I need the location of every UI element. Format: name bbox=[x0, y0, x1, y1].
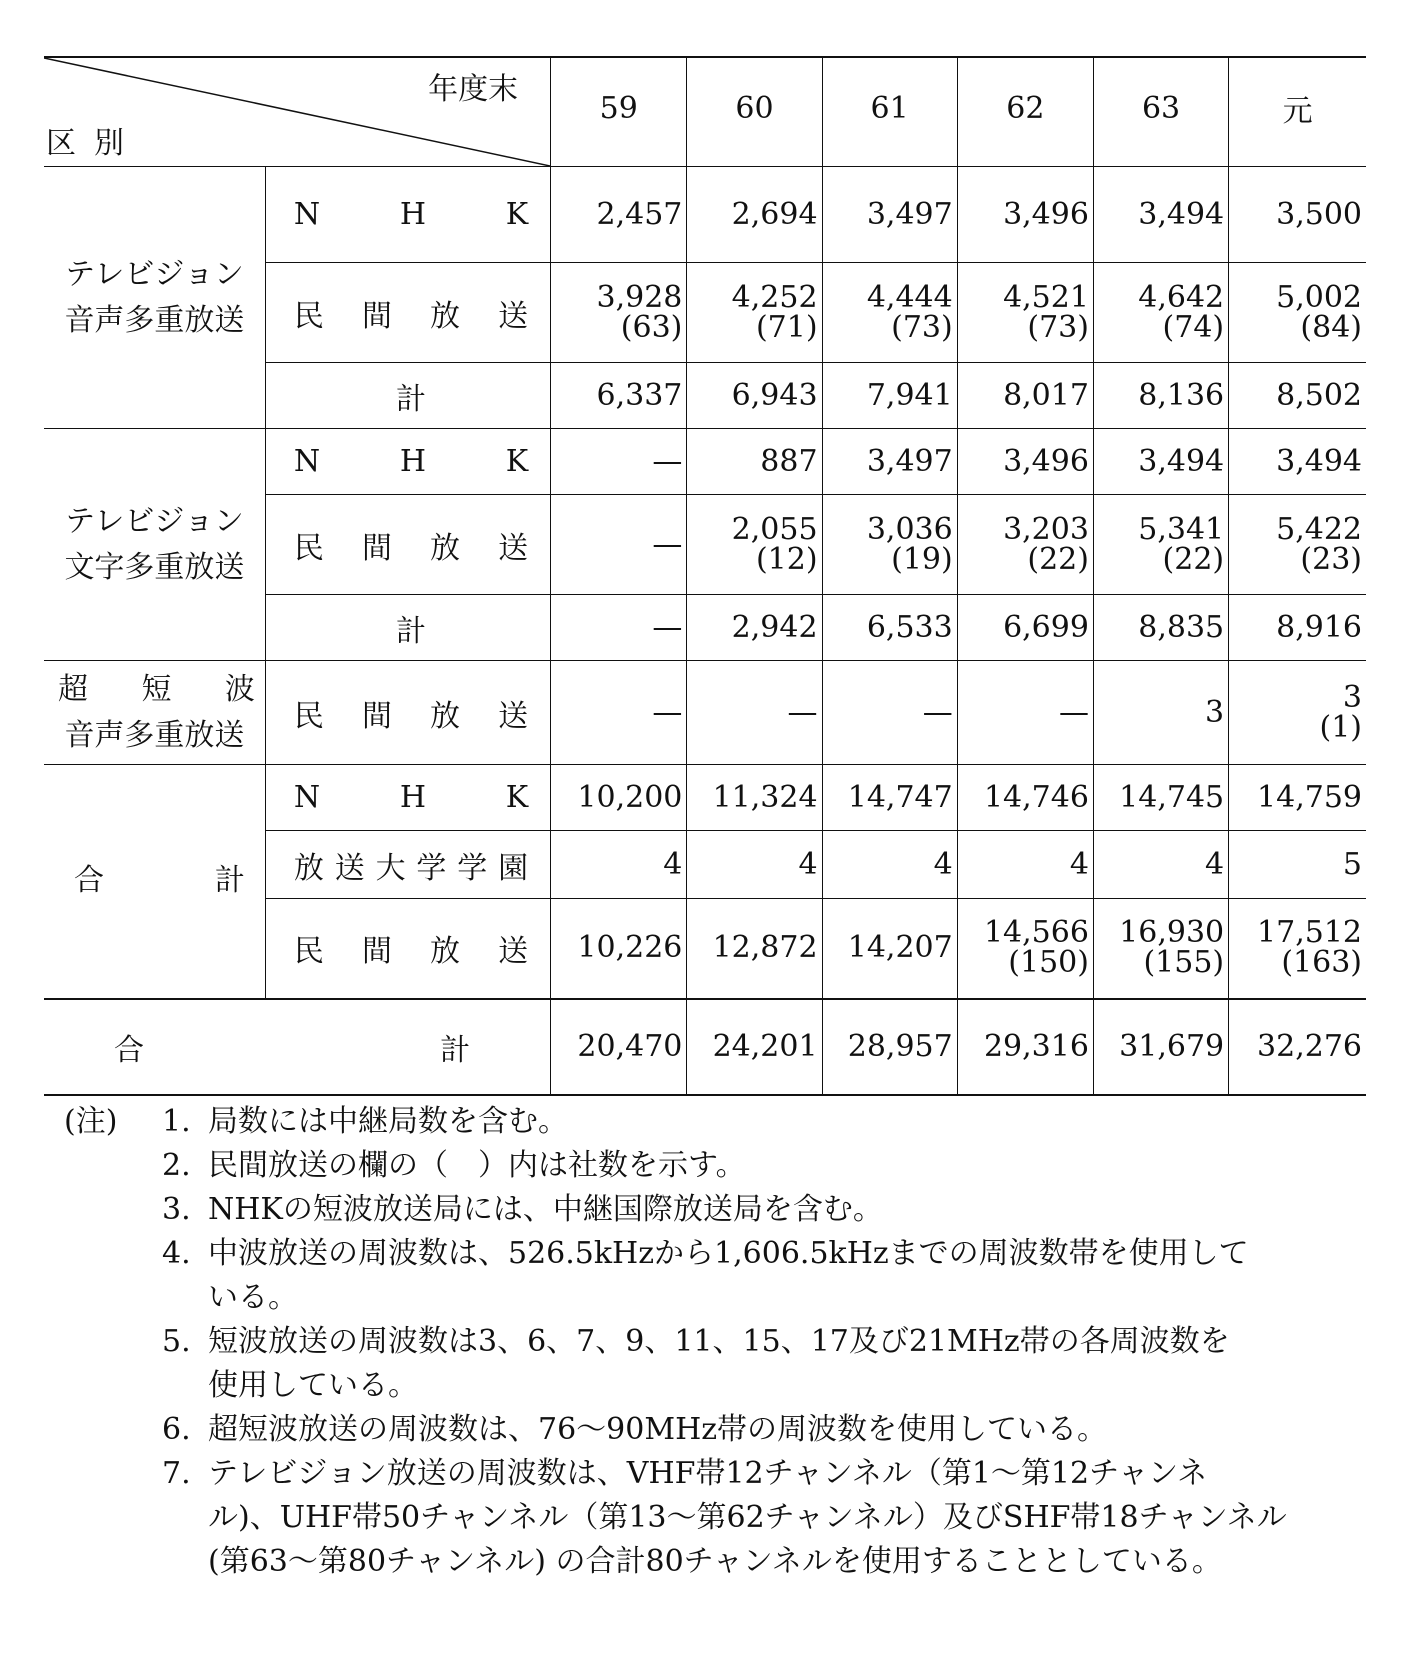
value: 8,916 bbox=[1276, 609, 1362, 645]
table-row bbox=[44, 661, 1366, 765]
company-count: (22) bbox=[1162, 541, 1225, 577]
note-number: 6. bbox=[162, 1412, 191, 1447]
group-label-line: テレビジョン bbox=[65, 256, 244, 292]
value-cell bbox=[1229, 263, 1366, 363]
value-cell bbox=[957, 363, 1093, 429]
value-cell bbox=[1093, 831, 1228, 899]
value: 8,017 bbox=[1003, 377, 1089, 413]
value: 6,699 bbox=[1003, 609, 1089, 645]
note-text: 超短波放送の周波数は、76～90MHz帯の周波数を使用している。 bbox=[208, 1412, 1108, 1447]
value: 17,512 bbox=[1257, 915, 1362, 951]
company-count: (12) bbox=[755, 541, 818, 577]
value: 4 bbox=[798, 846, 818, 882]
group-label-line: テレビジョン bbox=[65, 503, 244, 539]
value: 14,747 bbox=[847, 779, 953, 815]
notes-section bbox=[64, 1100, 1364, 1584]
value: 24,201 bbox=[712, 1028, 818, 1064]
label-char: 計 bbox=[214, 863, 245, 899]
value: 10,200 bbox=[577, 779, 683, 815]
label-char: 短 bbox=[141, 671, 172, 707]
value: 14,566 bbox=[983, 915, 1089, 951]
year-header: 元 bbox=[1229, 57, 1366, 167]
value-cell bbox=[687, 661, 822, 765]
row-label bbox=[294, 691, 528, 735]
value-cell bbox=[957, 495, 1093, 595]
label-char: 民 bbox=[293, 530, 324, 566]
label-char: K bbox=[505, 197, 529, 232]
value-cell bbox=[1229, 363, 1366, 429]
note-text: (第63～第80チャンネル) の合計80チャンネルを使用することとしている。 bbox=[208, 1544, 1222, 1579]
value: 3,036 bbox=[866, 511, 953, 547]
value-cell bbox=[1229, 661, 1366, 765]
row-label bbox=[294, 780, 528, 815]
label-char: 間 bbox=[361, 934, 392, 970]
label-char: N bbox=[293, 197, 321, 232]
group-label bbox=[44, 429, 265, 661]
note-mark bbox=[64, 1452, 162, 1496]
label-char: K bbox=[505, 780, 529, 815]
value-cell bbox=[1229, 167, 1366, 263]
note-line bbox=[64, 1496, 1364, 1540]
value-cell bbox=[551, 831, 687, 899]
row-label bbox=[294, 291, 528, 335]
year-header: 61 bbox=[822, 57, 957, 167]
value: 4 bbox=[933, 846, 953, 882]
value: — bbox=[652, 526, 683, 562]
group-label-line: 音声多重放送 bbox=[64, 302, 245, 338]
value-cell bbox=[687, 363, 822, 429]
corner-label-fiscal-year-end: 年度末 bbox=[428, 72, 519, 107]
value: 14,745 bbox=[1119, 779, 1225, 815]
label-char: 放 bbox=[430, 298, 461, 334]
value: — bbox=[652, 609, 683, 645]
company-count: (23) bbox=[1300, 541, 1362, 577]
value: 3,494 bbox=[1138, 196, 1225, 232]
label-char: 間 bbox=[361, 530, 392, 566]
label-char: H bbox=[399, 444, 427, 479]
label-char: 放 bbox=[430, 934, 461, 970]
value-cell bbox=[822, 167, 957, 263]
value: 2,942 bbox=[731, 609, 818, 645]
value: — bbox=[652, 694, 683, 730]
value-cell bbox=[687, 429, 822, 495]
note-text: ル)、UHF帯50チャンネル（第13～第62チャンネル）及びSHF帯18チャンネル bbox=[208, 1500, 1287, 1535]
value-cell bbox=[551, 661, 687, 765]
value: 3,494 bbox=[1276, 443, 1362, 479]
group-label-line bbox=[44, 858, 265, 904]
value: 4,642 bbox=[1138, 279, 1225, 315]
note-text: 短波放送の周波数は3、6、7、9、11、15、17及び21MHz帯の各周波数を bbox=[208, 1324, 1230, 1359]
value-cell bbox=[822, 495, 957, 595]
label-char: 超 bbox=[58, 671, 88, 707]
value: 2,055 bbox=[731, 511, 818, 547]
value-cell bbox=[551, 765, 687, 831]
value: 4,521 bbox=[1003, 279, 1089, 315]
group-label bbox=[44, 765, 265, 999]
label-char: 学 bbox=[457, 850, 488, 886]
value-cell bbox=[1229, 831, 1366, 899]
label-char: 計 bbox=[440, 1032, 471, 1068]
table-row bbox=[44, 167, 1366, 263]
value: 3,500 bbox=[1276, 196, 1362, 232]
value-cell bbox=[687, 765, 822, 831]
note-number: 2. bbox=[162, 1148, 191, 1183]
value-cell bbox=[551, 429, 687, 495]
value-cell bbox=[1093, 765, 1228, 831]
value-cell bbox=[1093, 167, 1228, 263]
value-cell bbox=[957, 831, 1093, 899]
value-cell bbox=[1093, 429, 1228, 495]
value: 4,252 bbox=[731, 279, 818, 315]
note-text: いる。 bbox=[208, 1280, 298, 1315]
label-char: H bbox=[399, 780, 427, 815]
label-char: 学 bbox=[416, 850, 447, 886]
note-mark bbox=[64, 1320, 162, 1364]
label-char: 園 bbox=[498, 850, 529, 886]
label-char: 送 bbox=[498, 530, 529, 566]
label-char: 民 bbox=[293, 698, 324, 734]
note-text: 局数には中継局数を含む。 bbox=[208, 1104, 568, 1139]
row-label-cell bbox=[265, 765, 550, 831]
value: — bbox=[652, 443, 683, 479]
value: 4,444 bbox=[866, 279, 953, 315]
value: 16,930 bbox=[1119, 915, 1225, 951]
value: 4 bbox=[663, 846, 683, 882]
row-label-cell bbox=[265, 429, 550, 495]
note-line bbox=[64, 1452, 1364, 1496]
note-line bbox=[64, 1100, 1364, 1144]
row-label-cell bbox=[265, 595, 550, 661]
value: 3 bbox=[1342, 679, 1362, 715]
note-mark bbox=[64, 1364, 162, 1408]
grand-total-label-cell bbox=[44, 999, 551, 1095]
group-label-line: 文字多重放送 bbox=[64, 549, 245, 585]
row-label bbox=[294, 523, 528, 567]
year-header: 62 bbox=[957, 57, 1093, 167]
row-label bbox=[294, 197, 528, 232]
value: 887 bbox=[760, 443, 818, 479]
note-number: 3. bbox=[162, 1192, 191, 1227]
value-cell bbox=[551, 263, 687, 363]
row-label bbox=[294, 444, 528, 479]
note-line bbox=[64, 1276, 1364, 1320]
value: 28,957 bbox=[847, 1028, 953, 1064]
label-char: 民 bbox=[293, 934, 324, 970]
value-cell bbox=[1093, 495, 1228, 595]
label-char: N bbox=[293, 780, 321, 815]
grand-total-value bbox=[822, 999, 957, 1095]
value: — bbox=[1058, 694, 1089, 730]
row-label: 計 bbox=[396, 381, 427, 417]
value: 3,496 bbox=[1003, 196, 1089, 232]
value-cell bbox=[1229, 595, 1366, 661]
value-cell bbox=[687, 167, 822, 263]
note-line bbox=[64, 1540, 1364, 1584]
value-cell bbox=[1093, 661, 1228, 765]
company-count: (74) bbox=[1162, 309, 1225, 345]
value: 7,941 bbox=[866, 377, 953, 413]
label-char: 間 bbox=[361, 698, 392, 734]
value: 3,494 bbox=[1138, 443, 1225, 479]
note-number bbox=[162, 1364, 208, 1408]
value: 6,533 bbox=[866, 609, 953, 645]
value-cell bbox=[551, 167, 687, 263]
note-text: NHKの短波放送局には、中継国際放送局を含む。 bbox=[208, 1192, 883, 1227]
label-char: N bbox=[293, 444, 321, 479]
row-label bbox=[294, 926, 528, 970]
value-cell bbox=[822, 595, 957, 661]
value: 5,002 bbox=[1276, 279, 1362, 315]
note-number: 7. bbox=[162, 1456, 191, 1491]
row-label-cell bbox=[265, 899, 550, 999]
label-char: 放 bbox=[430, 698, 461, 734]
value: 20,470 bbox=[577, 1028, 683, 1064]
row-label-cell bbox=[265, 363, 550, 429]
company-count: (71) bbox=[755, 309, 818, 345]
value-cell bbox=[1229, 495, 1366, 595]
note-number bbox=[162, 1276, 208, 1320]
value-cell bbox=[1229, 429, 1366, 495]
group-label-line: 音声多重放送 bbox=[64, 717, 245, 753]
value-cell bbox=[551, 899, 687, 999]
value-cell bbox=[957, 263, 1093, 363]
value-cell bbox=[1229, 899, 1366, 999]
note-mark bbox=[64, 1232, 162, 1276]
note-number: 1. bbox=[162, 1104, 191, 1139]
grand-total-value bbox=[687, 999, 822, 1095]
value-cell bbox=[1093, 899, 1228, 999]
company-count: (19) bbox=[891, 541, 953, 577]
value: 4 bbox=[1069, 846, 1089, 882]
note-mark bbox=[64, 1144, 162, 1188]
value: 5 bbox=[1342, 846, 1362, 882]
note-line bbox=[64, 1320, 1364, 1364]
value-cell bbox=[551, 595, 687, 661]
note-line bbox=[64, 1144, 1364, 1188]
note-mark bbox=[64, 1496, 162, 1540]
value-cell bbox=[822, 899, 957, 999]
value: 32,276 bbox=[1257, 1028, 1362, 1064]
label-char: 民 bbox=[293, 298, 324, 334]
year-header: 59 bbox=[551, 57, 687, 167]
value: 31,679 bbox=[1119, 1028, 1225, 1064]
row-label-cell bbox=[265, 263, 550, 363]
label-char: 送 bbox=[498, 298, 529, 334]
note-text: テレビジョン放送の周波数は、VHF帯12チャンネル（第1～第12チャンネ bbox=[208, 1456, 1208, 1491]
value-cell bbox=[687, 495, 822, 595]
year-header: 63 bbox=[1093, 57, 1228, 167]
company-count: (73) bbox=[1027, 309, 1089, 345]
year-header: 60 bbox=[687, 57, 822, 167]
company-count: (63) bbox=[620, 309, 683, 345]
note-text: 使用している。 bbox=[208, 1368, 418, 1403]
value-cell bbox=[551, 495, 687, 595]
value: — bbox=[787, 694, 818, 730]
grand-total-value bbox=[551, 999, 687, 1095]
value-cell bbox=[1093, 595, 1228, 661]
value-cell bbox=[822, 831, 957, 899]
value: 12,872 bbox=[712, 930, 818, 966]
table-row bbox=[44, 429, 1366, 495]
label-char: 放 bbox=[430, 530, 461, 566]
note-number: 4. bbox=[162, 1236, 191, 1271]
note-line bbox=[64, 1232, 1364, 1276]
label-char: 大 bbox=[375, 850, 406, 886]
grand-total-value bbox=[1229, 999, 1366, 1095]
corner-label-category: 区別 bbox=[46, 126, 142, 161]
group-label bbox=[44, 661, 265, 765]
value: 8,136 bbox=[1138, 377, 1225, 413]
label-char: 合 bbox=[74, 863, 104, 899]
label-char: 送 bbox=[498, 934, 529, 970]
note-mark bbox=[64, 1408, 162, 1452]
note-text: 中波放送の周波数は、526.5kHzから1,606.5kHzまでの周波数帯を使用して bbox=[208, 1236, 1249, 1271]
grand-total-value bbox=[957, 999, 1093, 1095]
value: 6,943 bbox=[731, 377, 818, 413]
row-label-cell bbox=[265, 495, 550, 595]
label-char: 放 bbox=[293, 850, 324, 886]
label-char: 波 bbox=[224, 671, 255, 707]
grand-total-label bbox=[44, 1025, 550, 1069]
value: 2,694 bbox=[731, 196, 818, 232]
value-cell bbox=[957, 167, 1093, 263]
value: 4 bbox=[1205, 846, 1225, 882]
value: 3,497 bbox=[866, 443, 953, 479]
value: 10,226 bbox=[577, 930, 683, 966]
value: 5,422 bbox=[1276, 511, 1362, 547]
broadcast-station-table bbox=[44, 56, 1366, 1096]
value-cell bbox=[822, 765, 957, 831]
note-line bbox=[64, 1408, 1364, 1452]
label-char: K bbox=[505, 444, 529, 479]
value: 3,497 bbox=[866, 196, 953, 232]
value: 29,316 bbox=[983, 1028, 1089, 1064]
value-cell bbox=[957, 595, 1093, 661]
value: 3,928 bbox=[596, 279, 683, 315]
value-cell bbox=[687, 263, 822, 363]
grand-total-value bbox=[1093, 999, 1228, 1095]
value: 8,835 bbox=[1138, 609, 1225, 645]
value: 3,203 bbox=[1003, 511, 1089, 547]
value: 2,457 bbox=[596, 196, 683, 232]
value: 5,341 bbox=[1138, 511, 1225, 547]
value-cell bbox=[957, 429, 1093, 495]
label-char: 送 bbox=[334, 850, 365, 886]
value: 14,207 bbox=[847, 930, 953, 966]
value-cell bbox=[822, 661, 957, 765]
value-cell bbox=[822, 429, 957, 495]
value-cell bbox=[687, 899, 822, 999]
label-char: 合 bbox=[114, 1032, 144, 1068]
value: 11,324 bbox=[712, 779, 818, 815]
company-count: (22) bbox=[1027, 541, 1089, 577]
group-label bbox=[44, 167, 265, 429]
company-count: (155) bbox=[1143, 945, 1225, 981]
value-cell bbox=[957, 661, 1093, 765]
value: 6,337 bbox=[596, 377, 683, 413]
row-label-cell bbox=[265, 831, 550, 899]
value-cell bbox=[957, 765, 1093, 831]
value: 8,502 bbox=[1276, 377, 1362, 413]
note-number bbox=[162, 1496, 208, 1540]
value-cell bbox=[822, 263, 957, 363]
header-row bbox=[44, 57, 1366, 167]
note-mark: (注) bbox=[64, 1104, 118, 1139]
value: 3 bbox=[1205, 694, 1225, 730]
note-mark bbox=[64, 1276, 162, 1320]
value-cell bbox=[957, 899, 1093, 999]
row-label: 計 bbox=[396, 613, 427, 649]
company-count: (150) bbox=[1008, 945, 1089, 981]
row-label bbox=[294, 843, 528, 887]
value-cell bbox=[551, 363, 687, 429]
label-char: 送 bbox=[498, 698, 529, 734]
value: 3,496 bbox=[1003, 443, 1089, 479]
note-mark bbox=[64, 1188, 162, 1232]
value: 14,759 bbox=[1257, 779, 1362, 815]
group-label-line bbox=[44, 667, 265, 713]
value-cell bbox=[687, 831, 822, 899]
company-count: (84) bbox=[1300, 309, 1362, 345]
value-cell bbox=[1229, 765, 1366, 831]
value: 14,746 bbox=[983, 779, 1089, 815]
value-cell bbox=[687, 595, 822, 661]
value-cell bbox=[822, 363, 957, 429]
note-text: 民間放送の欄の（ ）内は社数を示す。 bbox=[208, 1148, 746, 1183]
note-number bbox=[162, 1540, 208, 1584]
note-mark bbox=[64, 1540, 162, 1584]
value-cell bbox=[1093, 263, 1228, 363]
value: — bbox=[922, 694, 953, 730]
company-count: (163) bbox=[1281, 945, 1362, 981]
value-cell bbox=[1093, 363, 1228, 429]
label-char: 間 bbox=[361, 298, 392, 334]
grand-total-row bbox=[44, 999, 1366, 1095]
note-line bbox=[64, 1188, 1364, 1232]
row-label-cell bbox=[265, 167, 550, 263]
corner-header-cell bbox=[44, 57, 551, 167]
company-count: (73) bbox=[891, 309, 953, 345]
note-line bbox=[64, 1364, 1364, 1408]
note-number: 5. bbox=[162, 1324, 191, 1359]
label-char: H bbox=[399, 197, 427, 232]
row-label-cell bbox=[265, 661, 550, 765]
table-row bbox=[44, 765, 1366, 831]
company-count: (1) bbox=[1319, 709, 1362, 745]
